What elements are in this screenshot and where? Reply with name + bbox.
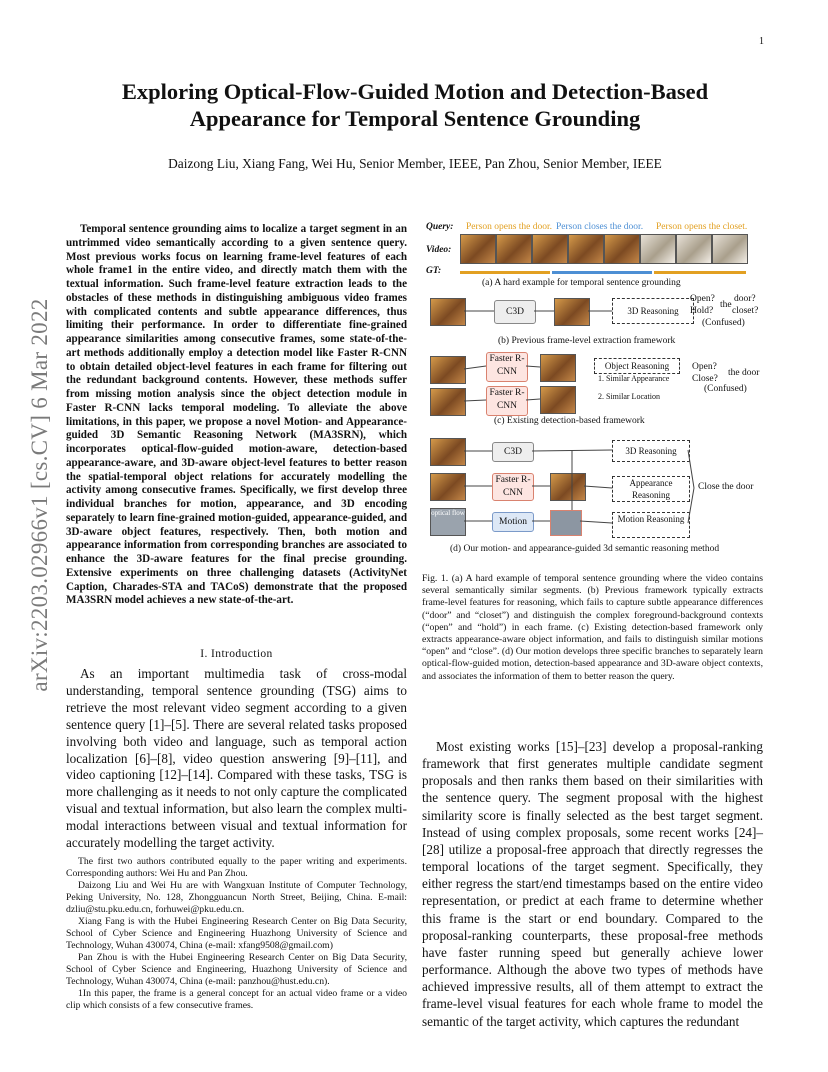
c3d-block: C3D — [492, 442, 534, 462]
page-number: 1 — [759, 36, 764, 47]
appearance-reasoning-block: Appearance Reasoning — [612, 476, 690, 502]
section-heading: I. Introduction — [200, 648, 273, 660]
d-output: Close the door — [698, 482, 754, 492]
footnote-affiliation-1: Daizong Liu and Wei Hu are with Wangxuan Institute of Computer Technology, Peking University, No. 128, Zhongguancun North Street, Beijing, China. E-mail: dzliu@stu.pku.edu.cn, forhuwei@pku.edu.cn. — [66, 880, 407, 915]
caption-d: (d) Our motion- and appearance-guided 3d semantic reasoning method — [450, 544, 720, 554]
c-output-open: Open? — [692, 362, 717, 372]
reasoning-3d-block: 3D Reasoning — [612, 298, 694, 324]
b-output-open: Open? — [690, 294, 715, 304]
video-label: Video: — [426, 245, 452, 255]
footnote-contribution: The first two authors contributed equally to the paper writing and experiments. Corresponding authors: Wei Hu and Pan Zhou. — [66, 856, 407, 879]
caption-b: (b) Previous frame-level extraction framework — [498, 336, 676, 346]
footnote-frame: 1In this paper, the frame is a general concept for an actual video frame or a video clip which consists of a few consecutive frames. — [66, 988, 407, 1011]
object-reasoning-block: Object Reasoning — [594, 358, 680, 374]
faster-rcnn-block: Faster R-CNN — [486, 352, 528, 382]
query-segment-2: Person closes the door. — [556, 222, 644, 232]
motion-block: Motion — [492, 512, 534, 532]
arxiv-stamp: arXiv:2203.02966v1 [cs.CV] 6 Mar 2022 — [27, 298, 52, 692]
b-output-door: door? — [734, 294, 756, 304]
motion-reasoning-block: Motion Reasoning — [612, 512, 690, 538]
reasoning-3d-block: 3D Reasoning — [612, 440, 690, 462]
c-confused: (Confused) — [704, 384, 747, 394]
caption-c: (c) Existing detection-based framework — [494, 416, 645, 426]
similar-appearance: 1. Similar Appearance — [598, 374, 670, 383]
figure-caption: Fig. 1. (a) A hard example of temporal sentence grounding where the video contains several semantically similar segments. (b) Previous framework typically extracts frame-level features for reasoning, which fails to capture subtle appearance differences (“door” and “closet”) and distinguish the complex foreground-background contexts (“open” and “hold”) in each frame. (c) Existing detection-based framework only extracts appearance-aware object information, and fails to distinguish similar motions “open” and “close”. (d) Our motion develops three specific branches to separately learn optical-flow-guided motion, detection-based appearance and 3D-aware object contexts, and associates the information of them to better reason the query. — [422, 573, 763, 682]
b-output-the: the — [720, 300, 732, 310]
query-label: Query: — [426, 222, 454, 232]
optical-flow-frame: optical flow — [430, 508, 466, 536]
c-output-close: Close? — [692, 374, 718, 384]
footnote-affiliation-3: Pan Zhou is with the Hubei Engineering Research Center on Big Data Security, School of Cyber Science and Engineering, Huazhong University of Science and Technology, Wuhan 430074, China (e-mail: panzhou@hust.edu.cn). — [66, 952, 407, 987]
caption-a: (a) A hard example for temporal sentence grounding — [482, 278, 681, 288]
diagram-connectors — [422, 218, 762, 548]
query-segment-1: Person opens the door. — [466, 222, 553, 232]
query-segment-3: Person opens the closet. — [656, 222, 748, 232]
gt-label: GT: — [426, 266, 442, 276]
b-output-hold: Hold? — [690, 306, 714, 316]
faster-rcnn-block: Faster R-CNN — [492, 473, 534, 501]
b-confused: (Confused) — [702, 318, 745, 328]
abstract: Temporal sentence grounding aims to localize a target segment in an untrimmed video semantically according to a given sentence query. Most previous works focus on learning frame-level features of each whole frame1 in the entire video, and directly match them with the textual information. Such frame-level feature extraction leads to the obstacles of these methods in distinguishing ambiguous video frames with complicated contents and subtle appearance differences, thus limiting their performance. In order to differentiate fine-grained appearance similarities among consecutive frames, some state-of-the-art methods additionally employ a detection model like Faster R-CNN to obtain detailed object-level features in each frame for filtering out the redundant background contents. However, these methods suffer from missing motion analysis since the object detection module in Faster R-CNN lacks temporal modeling. To alleviate the above limitations, in this paper, we propose a novel Motion- and Appearance-guided 3D Semantic Reasoning Network (MA3SRN), which incorporates optical-flow-guided motion-aware, detection-based appearance-aware, and 3D-aware object-level features to better reason the spatial-temporal object relations for accurately modelling the activity among consecutive frames. Specifically, we first develop three individual branches for motion, appearance, and 3D encoding separately to learn fine-grained motion-guided, appearance-guided, and 3D-aware object features, respectively. Then, both motion and appearance information from corresponding branches are associated to enhance the 3D-aware features for the final precise grounding. Extensive experiments on three challenging datasets (ActivityNet Caption, Charades-STA and TACoS) demonstrate that the proposed MA3SRN model achieves a new state-of-the-art. — [66, 223, 407, 607]
b-output-closet: closet? — [732, 306, 759, 316]
right-column-paragraph: Most existing works [15]–[23] develop a proposal-ranking framework that first generates multiple candidate segment proposals and then ranks them based on their similarities with the sentence query. The segment proposal with the highest similarity score is finally selected as the best target segment. Instead of using complex proposals, some recent works [24]–[28] utilize a proposal-free approach that directly regresses the temporal locations of the target segment. Specifically, they either regress the start/end timestamps based on the entire video representation, or predict at each frame to determine whether this frame is the start or end boundary. Compared to the proposal-ranking counterparts, these proposal-free methods have faster running speed but generally achieve lower performance. Although the above two types of methods have achieved impressive results, all of them attempt to extract the frame-level visual features for each whole frame to model the semantic of the target activity, which captures the redundant — [422, 739, 763, 1029]
figure-1 — [422, 218, 762, 558]
c-output-door: the door — [728, 368, 760, 378]
c3d-block: C3D — [494, 300, 536, 324]
faster-rcnn-block: Faster R-CNN — [486, 386, 528, 416]
paper-title: Exploring Optical-Flow-Guided Motion and Detection-Based Appearance for Temporal Sentence Grounding — [121, 79, 709, 131]
footnote-affiliation-2: Xiang Fang is with the Hubei Engineering Research Center on Big Data Security, School of Cyber Science and Engineering Huazhong University of Science and Technology, Wuhan 430074, China (e-mail: xfang9508@gmail.com) — [66, 916, 407, 951]
similar-location: 2. Similar Location — [598, 392, 660, 401]
intro-paragraph: As an important multimedia task of cross-modal understanding, temporal sentence grounding (TSG) aims to retrieve the most relevant video segment according to a given sentence query [1]–[5]. There are several related tasks proposed involving both video and language, such as temporal action localization [6]–[8], video question answering [9]–[11], and video captioning [12]–[14]. Compared with these tasks, TSG is more challenging as it needs to not only capture the complicated visual and textual information, but also learn the complex multi-modal interactions between visual and textual information for accurately modelling the target activity. — [66, 666, 407, 851]
author-list: Daizong Liu, Xiang Fang, Wei Hu, Senior Member, IEEE, Pan Zhou, Senior Member, IEEE — [168, 156, 662, 171]
